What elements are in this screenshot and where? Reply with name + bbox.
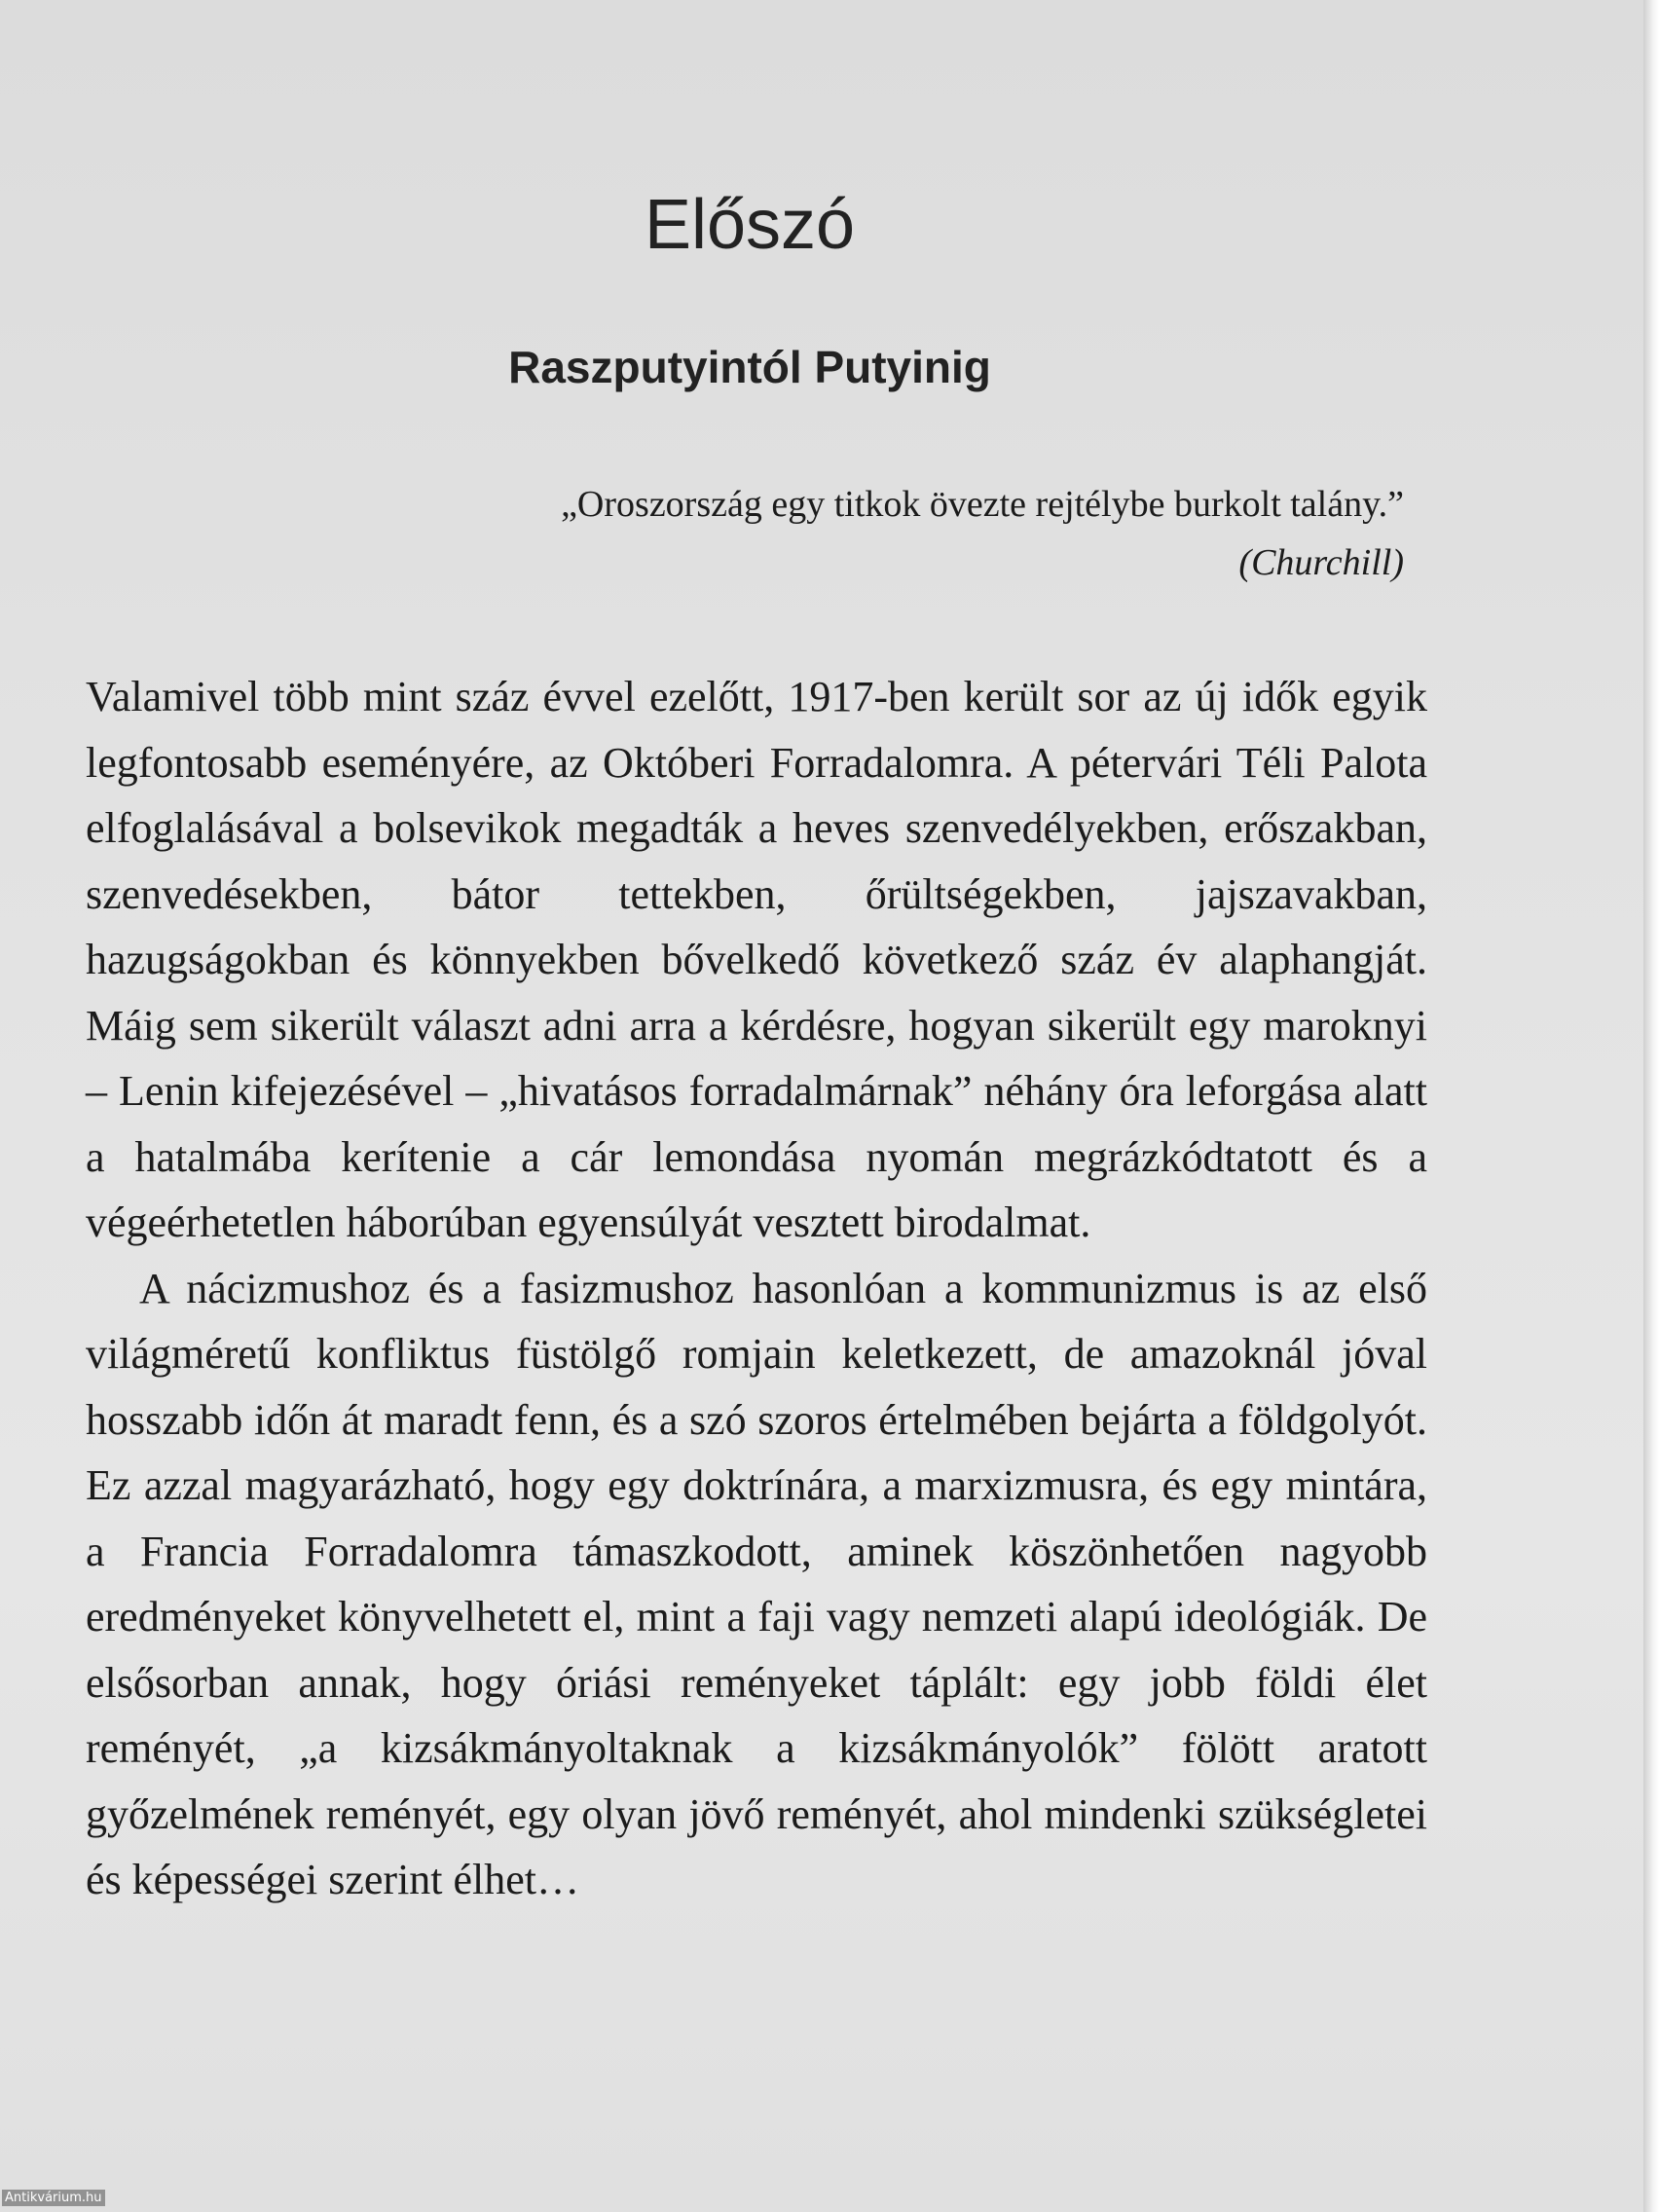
paragraph-2: A nácizmushoz és a fasizmushoz hasonlóan a kommunizmus is az első világméretű konfliktus füstölgő romjain keletkezett, de amazoknál jóval hosszabb időn át maradt fenn, és a szó szoros értelmében bejárta a földgolyót. Ez azzal magyarázható, hogy egy doktrínára, a marxizmusra, és egy mintára, a Francia Forradalomra támaszkodott, aminek köszönhetően nagyobb eredményeket könyvelhetett el, mint a faji vagy nemzeti alapú ideológiák. De elsősorban annak, hogy óriási reményeket táplált: egy jobb földi élet reményét, „a kizsákmányoltaknak a kizsákmányolók” fölött aratott győzelmének reményét, egy olyan jövő reményét, ahol mindenki szükségletei és képességei szerint élhet… [86,1264,1427,1903]
body-text [86,664,1427,1913]
paragraph-1: Valamivel több mint száz évvel ezelőtt, 1917-ben került sor az új idők egyik legfontosabb eseményére, az Októberi Forradalomra. A pétervári Téli Palota elfoglalásával a bolsevikok megadták a heves szenvedélyekben, erőszakban, szenvedésekben, bátor tettekben, őrültségekben, jajszavakban, hazugságokban és könnyekben bővelkedő következő száz év alaphangját. Máig sem sikerült választ adni arra a kérdésre, hogyan sikerült egy maroknyi – Lenin kifejezésével – „hivatásos forradalmárnak” néhány óra leforgása alatt a hatalmába kerítenie a cár lemondása nyomán megrázkódtatott és a végeérhetetlen háborúban egyensúlyát vesztett birodalmat. [86,673,1427,1246]
epigraph [333,475,1404,592]
watermark: Antikvárium.hu [2,2190,105,2206]
chapter-subtitle: Raszputyintól Putyinig [508,342,991,392]
page-edge [1643,0,1659,2212]
epigraph-attribution: (Churchill) [1238,542,1404,583]
chapter-title: Előszó [644,186,856,264]
epigraph-quote: „Oroszország egy titkok övezte rejtélybe burkolt talány.” [561,484,1404,525]
